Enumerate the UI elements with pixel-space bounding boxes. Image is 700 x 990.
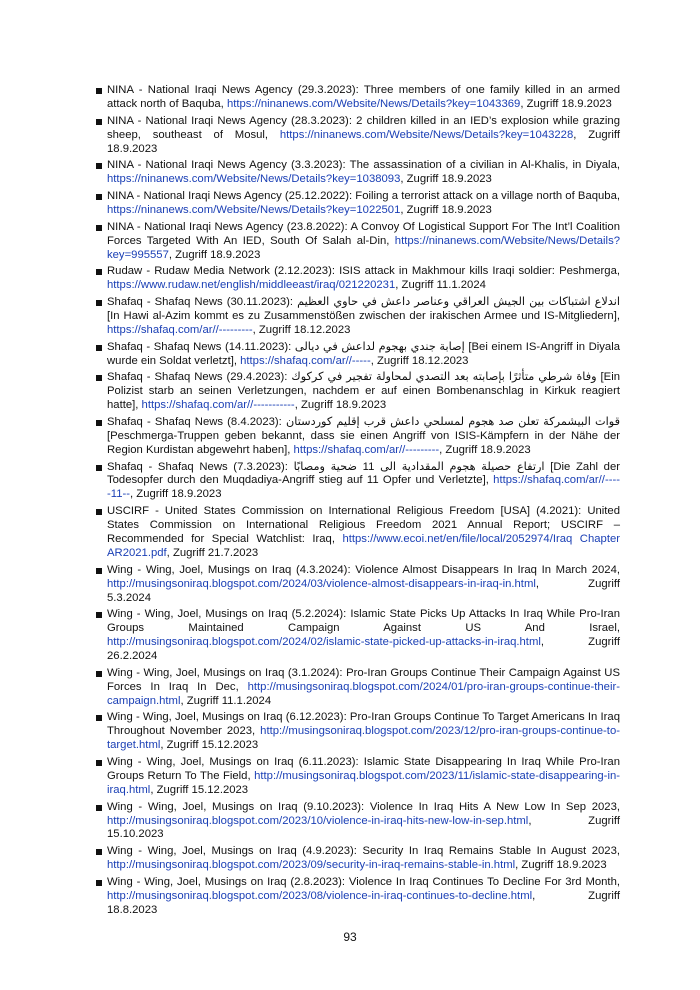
reference-access-date: , Zugriff 18.9.2023 — [168, 248, 261, 261]
reference-link[interactable]: https://shafaq.com/ar//--------- — [107, 323, 253, 336]
reference-text: Wing - Wing, Joel, Musings on Iraq (6.12.2023): Pro-Iran Groups Continue To Target Americans In Iraq Throughout November 2023, — [107, 711, 620, 738]
bullet-icon — [96, 715, 102, 721]
reference-item — [96, 801, 620, 843]
reference-text: NINA - National Iraqi News Agency (28.3.2023): 2 children killed in an IED’s explosion while grazing sheep, southeast of Mosul, — [107, 114, 620, 141]
reference-arabic-title: اندلاع اشتباكات بين الجيش العراقي وعناصر داعش في حاوي العظيم — [297, 296, 620, 309]
reference-link[interactable]: https://shafaq.com/ar//-----11-- — [107, 474, 620, 501]
reference-item — [96, 84, 620, 112]
reference-item — [96, 115, 620, 157]
reference-arabic-title: ارتفاع حصيلة هجوم المقدادية الى 11 ضحية ومصابًا — [293, 460, 545, 473]
reference-item — [96, 159, 620, 187]
reference-arabic-title: وفاة شرطي متأثرًا بإصابته بعد التصدي لمحاولة تفجير في كركوك — [291, 371, 597, 384]
bullet-icon — [96, 509, 102, 515]
reference-link[interactable]: https://www.ecoi.net/en/file/local/2052974/Iraq Chapter AR2021.pdf — [107, 532, 620, 559]
reference-access-date: , Zugriff 18.9.2023 — [400, 203, 492, 216]
bullet-icon — [96, 194, 102, 200]
bullet-icon — [96, 225, 102, 231]
reference-text: Wing - Wing, Joel, Musings on Iraq (4.3.2024): Violence Almost Disappears In Iraq In March 2024, — [107, 563, 620, 576]
reference-access-date: , Zugriff 18.9.2023 — [439, 443, 531, 456]
bullet-icon — [96, 420, 102, 426]
bullet-icon — [96, 269, 102, 275]
reference-translation: [Ein Polizist starb an seinen Verletzungen, nachdem er auf einen Bombenanschlag in Kirkuk reagiert hatte], — [107, 371, 620, 412]
reference-list — [96, 84, 620, 921]
reference-item — [96, 416, 620, 458]
reference-link[interactable]: https://ninanews.com/Website/News/Details?key=1043228 — [279, 128, 574, 141]
reference-text: Wing - Wing, Joel, Musings on Iraq (2.8.2023): Violence In Iraq Continues To Decline For 3rd Month, — [107, 875, 620, 888]
reference-item — [96, 667, 620, 709]
reference-translation: [Bei einem IS-Angriff in Diyala wurde ein Soldat verletzt], — [107, 340, 620, 367]
reference-link[interactable]: http://musingsoniraq.blogspot.com/2023/08/violence-in-iraq-continues-to-decline.html — [107, 889, 533, 902]
reference-text: NINA - National Iraqi News Agency (23.8.2022): A Convoy Of Logistical Support For The Int’l Coalition Forces Targeted With An IED, South Of Salah al-Din, — [107, 220, 620, 247]
reference-access-date: , Zugriff 15.12.2023 — [160, 739, 259, 752]
reference-item — [96, 190, 620, 218]
reference-item — [96, 756, 620, 798]
reference-access-date: , Zugriff 18.9.2023 — [400, 173, 492, 186]
reference-access-date: , Zugriff 18.9.2023 — [520, 97, 612, 110]
bullet-icon — [96, 880, 102, 886]
bullet-icon — [96, 671, 102, 677]
reference-access-date: , Zugriff 18.9.2023 — [107, 128, 621, 155]
reference-text: Wing - Wing, Joel, Musings on Iraq (6.11.2023): Islamic State Disappearing In Iraq While Pro-Iran Groups Return To The Field, — [107, 756, 620, 782]
bullet-icon — [96, 805, 102, 811]
bullet-icon — [96, 568, 102, 574]
reference-translation: [In Hawi al-Azim kommt es zu Zusammenstößen zwischen der irakischen Armee und IS-Mitgliedern], — [107, 309, 620, 322]
reference-link[interactable]: http://musingsoniraq.blogspot.com/2024/02/islamic-state-picked-up-attacks-in-iraq.html — [107, 636, 541, 649]
reference-arabic-title: قوات البيشمركة تعلن صد هجوم لمسلحي داعش قرب إقليم كوردستان — [285, 415, 620, 428]
reference-item — [96, 296, 620, 338]
reference-text: Shafaq - Shafaq News (29.4.2023): — [107, 371, 292, 384]
reference-text: Shafaq - Shafaq News (30.11.2023): — [107, 296, 298, 309]
reference-item — [96, 608, 620, 664]
reference-item — [96, 711, 620, 753]
reference-access-date: , Zugriff 11.1.2024 — [395, 279, 486, 292]
reference-item — [96, 461, 620, 503]
reference-translation: [Die Zahl der Todesopfer durch den Muqdadiya-Angriff stieg auf 11 Opfer und Verletzte], — [107, 460, 620, 487]
reference-arabic-title: إصابة جندي بهجوم لداعش في ديالى — [294, 340, 465, 353]
bullet-icon — [96, 375, 102, 381]
reference-access-date: , Zugriff 18.12.2023 — [252, 323, 351, 336]
reference-link[interactable]: https://shafaq.com/ar//----------- — [141, 399, 295, 412]
reference-link[interactable]: http://musingsoniraq.blogspot.com/2023/10/violence-in-iraq-hits-new-low-in-sep.html — [107, 814, 529, 827]
reference-link[interactable]: http://musingsoniraq.blogspot.com/2024/01/pro-iran-groups-continue-their-campaign.html — [107, 680, 620, 707]
reference-access-date: , Zugriff 18.9.2023 — [130, 488, 222, 501]
reference-link[interactable]: https://ninanews.com/Website/News/Details?key=1043369 — [226, 97, 521, 110]
reference-access-date: , Zugriff 18.8.2023 — [107, 889, 620, 916]
reference-item — [96, 371, 620, 413]
reference-access-date: , Zugriff 26.2.2024 — [107, 636, 620, 663]
reference-text: Shafaq - Shafaq News (7.3.2023): — [107, 460, 294, 473]
reference-link[interactable]: http://musingsoniraq.blogspot.com/2023/09/security-in-iraq-remains-stable-in.html — [107, 859, 516, 872]
bullet-icon — [96, 465, 102, 471]
reference-link[interactable]: https://ninanews.com/Website/News/Details?key=1022501 — [107, 203, 401, 216]
reference-item — [96, 505, 620, 561]
reference-item — [96, 265, 620, 293]
bullet-icon — [96, 612, 102, 618]
reference-text: NINA - National Iraqi News Agency (25.12.2022): Foiling a terrorist attack on a village north of Baquba, — [107, 190, 620, 203]
reference-link[interactable]: http://musingsoniraq.blogspot.com/2024/03/violence-almost-disappears-in-iraq-in.html — [107, 577, 536, 590]
reference-item — [96, 221, 620, 263]
bullet-icon — [96, 300, 102, 306]
reference-text: Wing - Wing, Joel, Musings on Iraq (3.1.2024): Pro-Iran Groups Continue Their Campaign Against US Forces In Iraq In Dec, — [107, 666, 620, 693]
bullet-icon — [96, 119, 102, 125]
reference-access-date: , Zugriff 18.9.2023 — [294, 399, 387, 412]
reference-link[interactable]: http://musingsoniraq.blogspot.com/2023/12/pro-iran-groups-continue-to-target.html — [107, 725, 620, 752]
reference-item — [96, 876, 620, 918]
page-number: 93 — [343, 930, 357, 944]
reference-text: Wing - Wing, Joel, Musings on Iraq (4.9.2023): Security In Iraq Remains Stable In August 2023, — [107, 845, 620, 858]
reference-text: Rudaw - Rudaw Media Network (2.12.2023): ISIS attack in Makhmour kills Iraqi soldier: Peshmerga, — [107, 265, 620, 278]
reference-access-date: , Zugriff 11.1.2024 — [180, 694, 272, 707]
reference-access-date: , Zugriff 15.10.2023 — [107, 814, 620, 841]
reference-item — [96, 845, 620, 873]
reference-text: NINA - National Iraqi News Agency (3.3.2023): The assassination of a civilian in Al-Khalis, in Diyala, — [107, 159, 620, 172]
reference-text: Shafaq - Shafaq News (8.4.2023): — [107, 415, 286, 428]
reference-text: NINA - National Iraqi News Agency (29.3.2023): Three members of one family killed in an armed attack north of Baquba, — [107, 84, 620, 110]
reference-link[interactable]: https://www.rudaw.net/english/middleeast/iraq/021220231 — [107, 279, 396, 292]
reference-access-date: , Zugriff 21.7.2023 — [166, 546, 259, 559]
reference-item — [96, 341, 620, 369]
bullet-icon — [96, 163, 102, 169]
reference-item — [96, 564, 620, 606]
bullet-icon — [96, 345, 102, 351]
reference-link[interactable]: https://shafaq.com/ar//----- — [240, 354, 371, 367]
bullet-icon — [96, 88, 102, 94]
reference-access-date: , Zugriff 15.12.2023 — [150, 783, 249, 796]
reference-text: Shafaq - Shafaq News (14.11.2023): — [107, 340, 295, 353]
reference-text: USCIRF - United States Commission on International Religious Freedom [USA] (4.2021): United States Commission on International Religious Freedom 2021 Annual Report; USCIRF – Recommended for Special Watchlist: Iraq, — [107, 505, 620, 545]
reference-access-date: , Zugriff 5.3.2024 — [107, 577, 620, 604]
reference-access-date: , Zugriff 18.12.2023 — [370, 354, 469, 367]
reference-text: Wing - Wing, Joel, Musings on Iraq (9.10.2023): Violence In Iraq Hits A New Low In Sep 2023, — [107, 800, 620, 813]
reference-link[interactable]: http://musingsoniraq.blogspot.com/2023/11/islamic-state-disappearing-in-iraq.html — [107, 769, 620, 796]
reference-link[interactable]: https://shafaq.com/ar//--------- — [293, 443, 440, 456]
reference-link[interactable]: https://ninanews.com/Website/News/Details?key=995557 — [107, 234, 620, 261]
reference-access-date: , Zugriff 18.9.2023 — [515, 859, 607, 872]
bullet-icon — [96, 849, 102, 855]
reference-link[interactable]: https://ninanews.com/Website/News/Details?key=1038093 — [107, 173, 401, 186]
reference-translation: [Peschmerga-Truppen geben bekannt, dass sie einen Angriff von ISIS-Kämpfern in der Nähe der Region Kurdistan abgewehrt haben], — [107, 429, 620, 456]
bullet-icon — [96, 760, 102, 766]
reference-text: Wing - Wing, Joel, Musings on Iraq (5.2.2024): Islamic State Picks Up Attacks In Iraq While Pro-Iran Groups Maintained Campaign Against US And Israel, — [107, 608, 620, 635]
